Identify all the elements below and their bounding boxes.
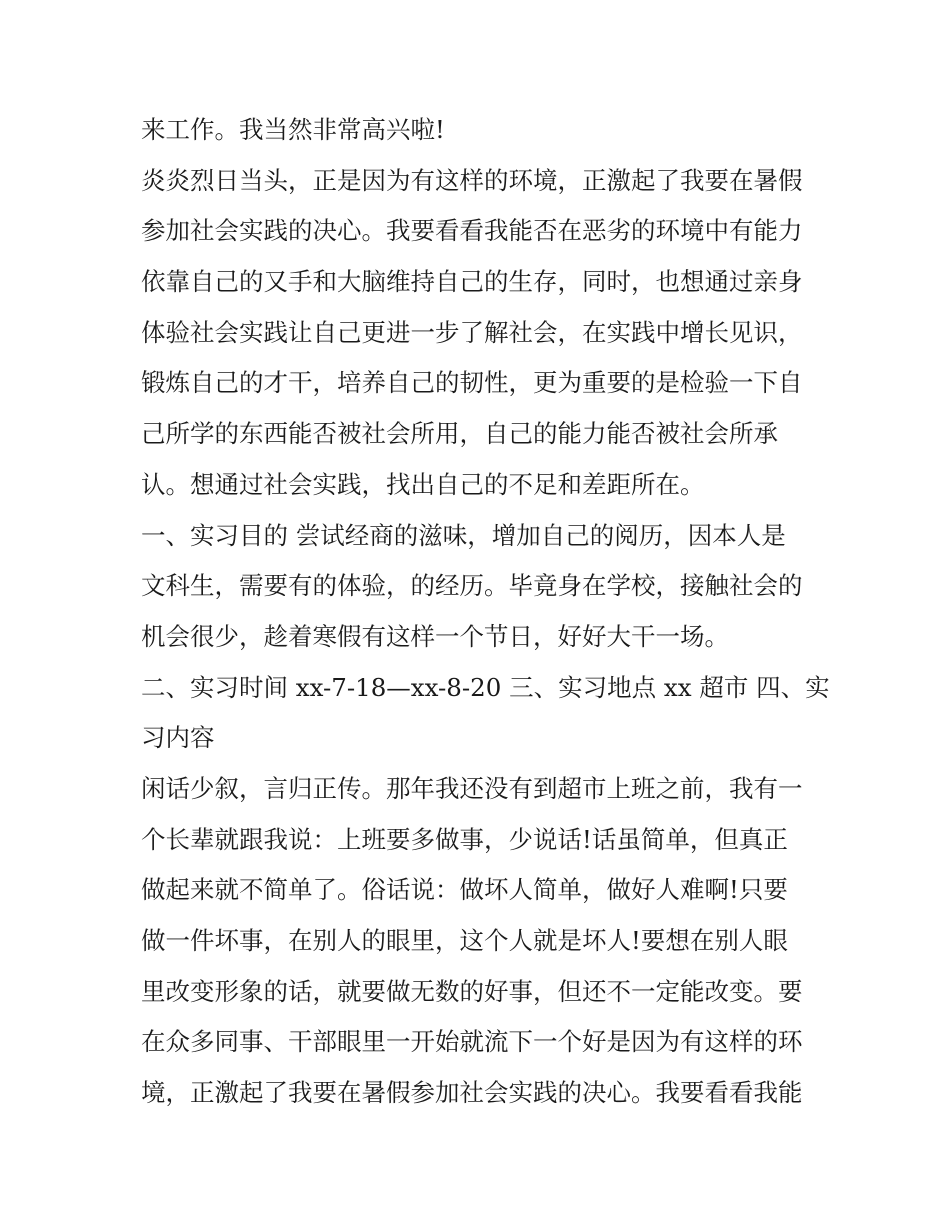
text-line: 来工作。我当然非常高兴啦! xyxy=(141,115,445,144)
text-line: 在众多同事、干部眼里一开始就流下一个好是因为有这样的环 xyxy=(141,1027,803,1057)
body-text xyxy=(141,105,830,1119)
text-line: 闲话少叙，言归正传。那年我还没有到超市上班之前，我有一 xyxy=(141,773,803,803)
text-line: 里改变形象的话，就要做无数的好事，但还不一定能改变。要 xyxy=(141,976,803,1006)
text-line: 习内容 xyxy=(141,723,215,753)
text-line: 文科生，需要有的体验，的经历。毕竟身在学校，接触社会的 xyxy=(141,571,803,601)
text-line: 锻炼自己的才干，培养自己的韧性，更为重要的是检验一下自 xyxy=(141,368,803,398)
text-line: 认。想通过社会实践，找出自己的不足和差距所在。 xyxy=(141,469,705,499)
text-line: 炎炎烈日当头，正是因为有这样的环境，正激起了我要在暑假 xyxy=(141,165,803,195)
text-line: 依靠自己的又手和大脑维持自己的生存，同时，也想通过亲身 xyxy=(141,267,803,297)
text-line: 参加社会实践的决心。我要看看我能否在恶劣的环境中有能力 xyxy=(141,216,803,246)
text-line: 境，正激起了我要在暑假参加社会实践的决心。我要看看我能 xyxy=(141,1078,803,1108)
text-line: 体验社会实践让自己更进一步了解社会，在实践中增长见识， xyxy=(141,317,803,347)
text-line: 己所学的东西能否被社会所用，自己的能力能否被社会所承 xyxy=(141,419,778,449)
text-line: 机会很少，趁着寒假有这样一个节日，好好大干一场。 xyxy=(141,621,729,651)
text-line: 一、实习目的 尝试经商的滋味，增加自己的阅历，因本人是 xyxy=(141,520,786,550)
text-line: 做一件坏事，在别人的眼里，这个人就是坏人!要想在别人眼 xyxy=(141,926,788,955)
text-line: 二、实习时间 xx-7-18—xx-8-20 三、实习地点 xx 超市 四、实 xyxy=(141,672,830,702)
text-line: 做起来就不简单了。俗话说：做坏人简单，做好人难啊!只要 xyxy=(141,875,788,905)
text-line: 个长辈就跟我说：上班要多做事，少说话!话虽简单，但真正 xyxy=(141,824,788,854)
